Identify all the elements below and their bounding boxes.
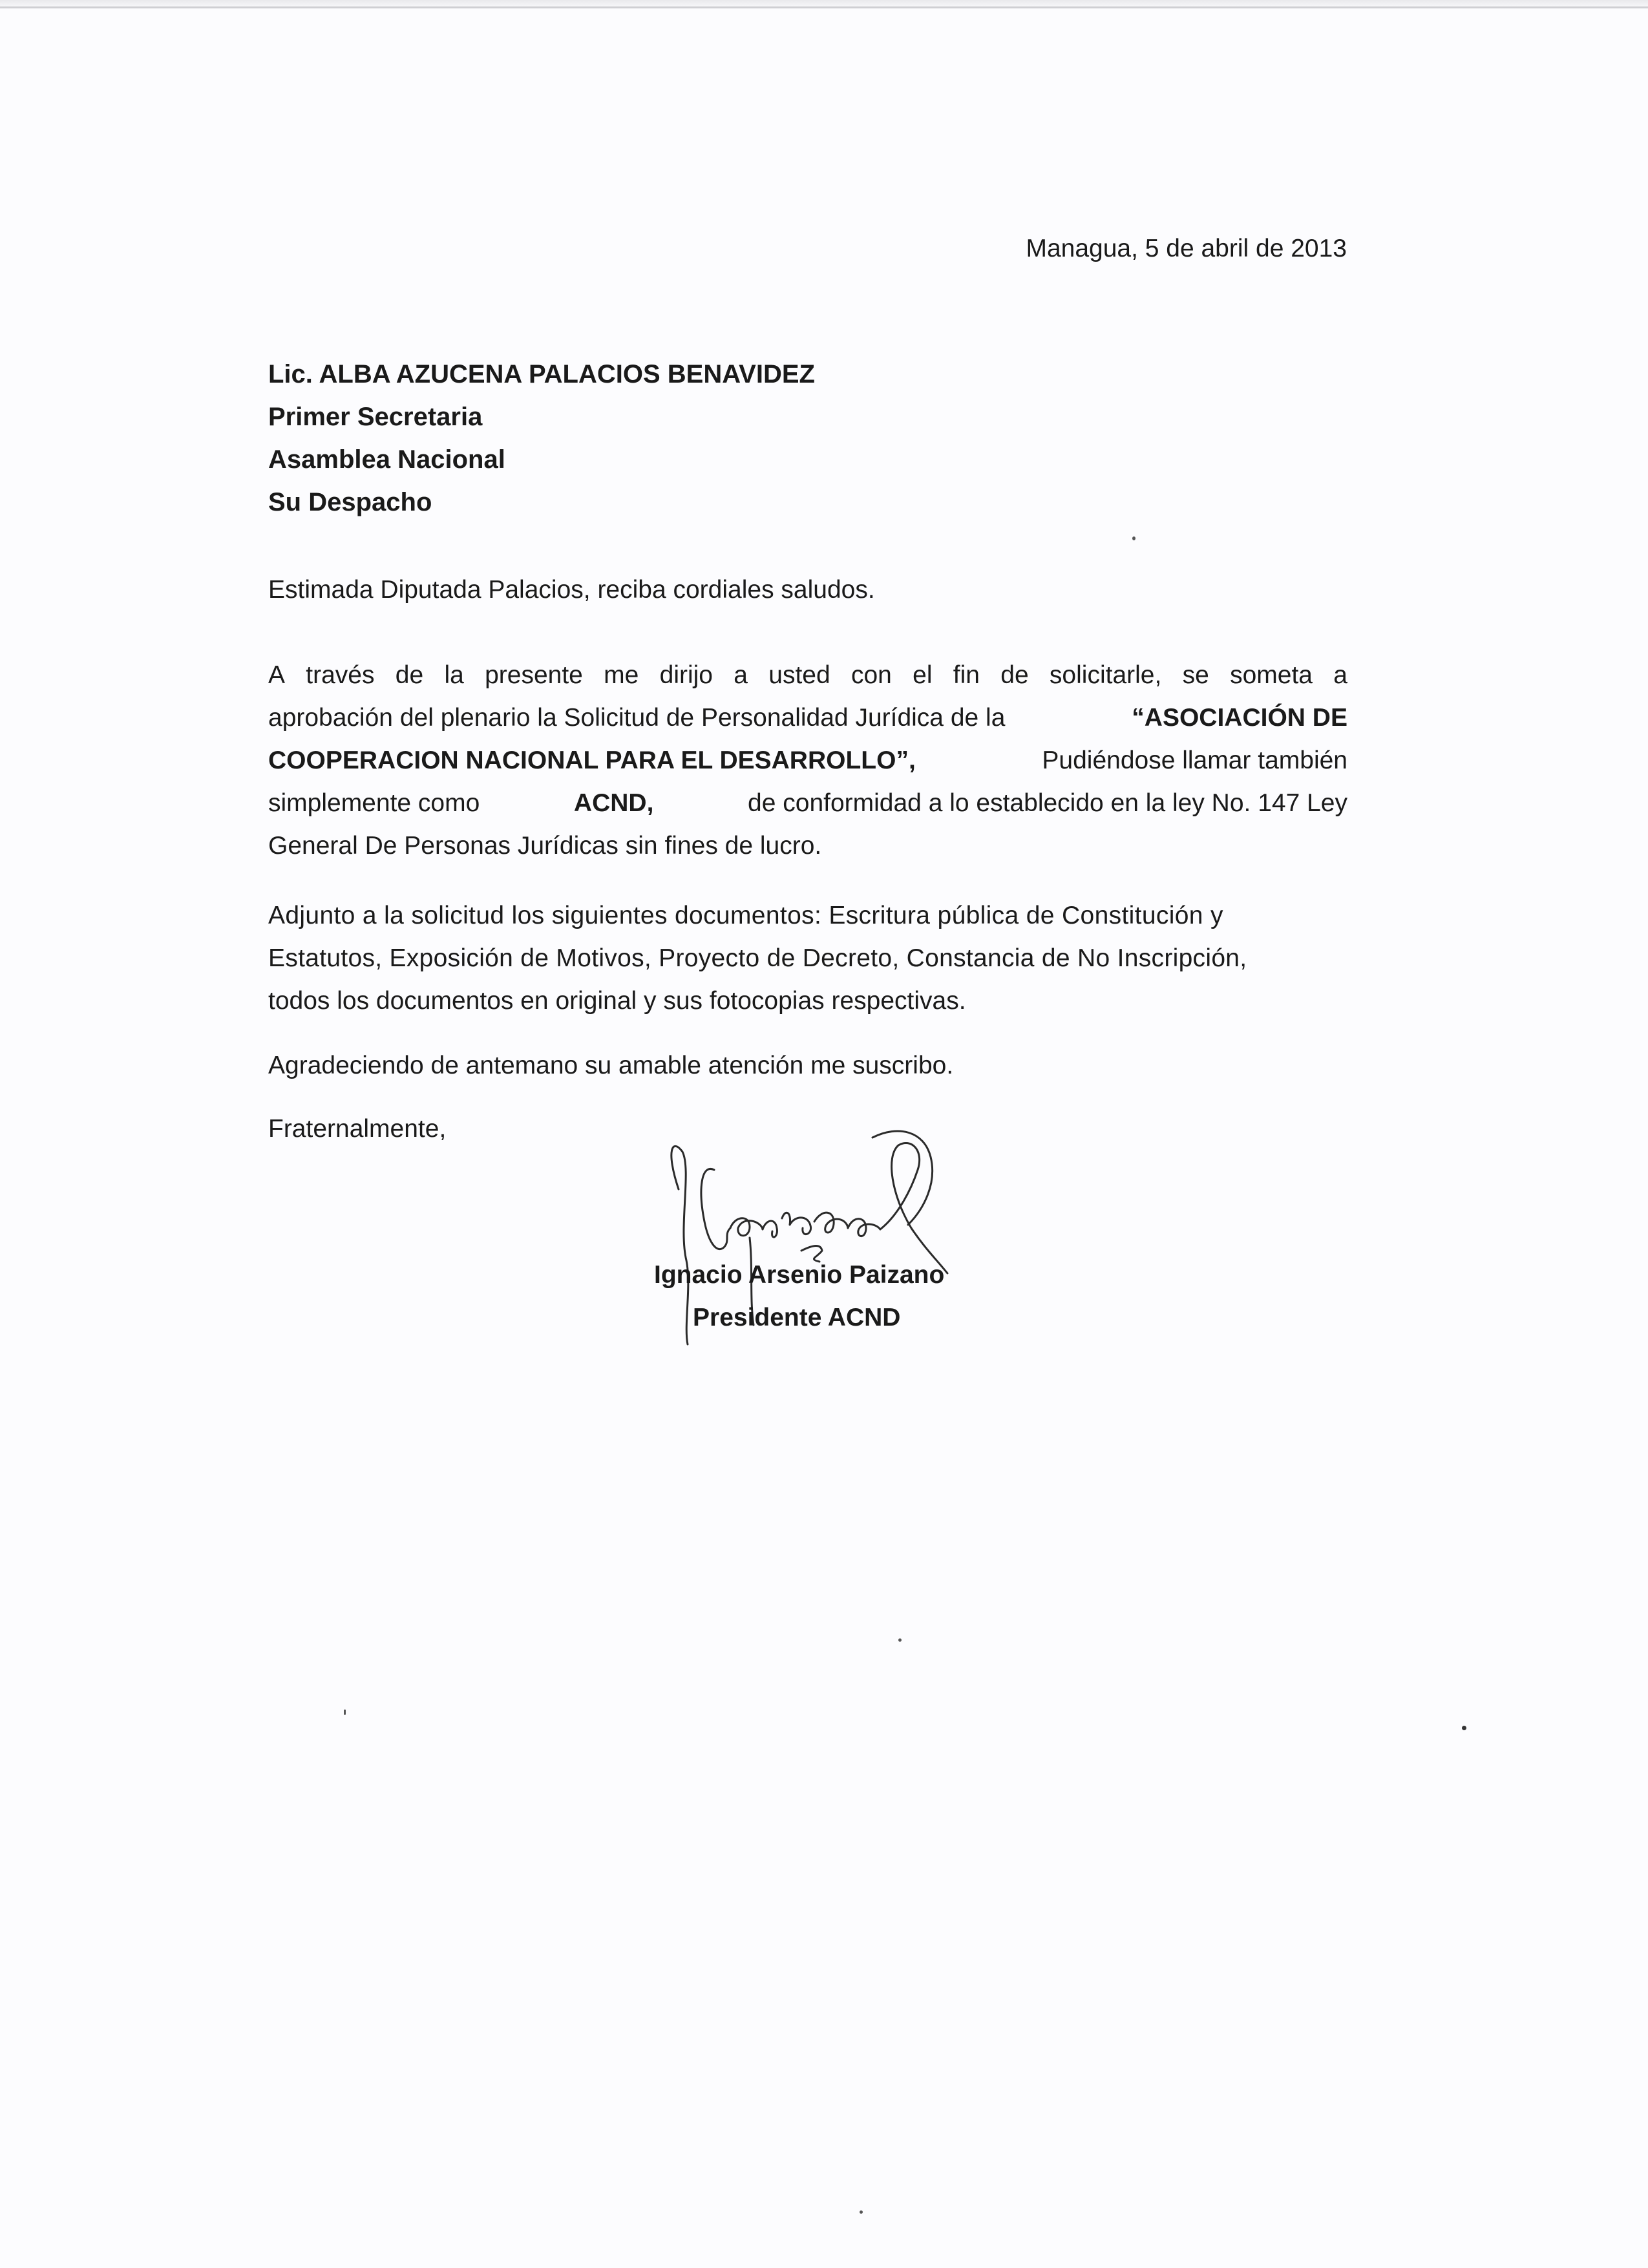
recipient-office: Su Despacho (268, 488, 432, 516)
paragraph-attachments-line-3-text: todos los documentos en original y sus fotocopias respectivas. (268, 987, 966, 1015)
paragraph-request-line-1-word: el (913, 661, 933, 689)
paragraph-request-line-1-word: a (734, 661, 748, 689)
paragraph-request-line-1-word: de (395, 661, 424, 689)
paragraph-request-line-1-word: través (306, 661, 375, 689)
recipient-block (268, 353, 815, 524)
greeting: Estimada Diputada Palacios, reciba cordiales saludos. (268, 576, 875, 604)
paragraph-request-line-1-word: fin (953, 661, 980, 689)
paragraph-attachments-line-2-text: Estatutos, Exposición de Motivos, Proyecto de Decreto, Constancia de No Inscripción, (268, 944, 1247, 972)
paragraph-request-line-1-word: con (850, 661, 892, 689)
paragraph-request-line-1-word: la (444, 661, 464, 689)
scan-line (0, 6, 1648, 8)
paragraph-attachments-line-1 (268, 895, 1347, 937)
paragraph-request-line-4-text-a: simplemente como (268, 789, 480, 817)
signer-title: Presidente ACND (693, 1304, 901, 1331)
paragraph-request-line-1-word: A (268, 661, 286, 689)
signer-name: Ignacio Arsenio Paizano (654, 1261, 945, 1289)
paragraph-request-line-2 (268, 697, 1347, 739)
paragraph-request-line-2-text: aprobación del plenario la Solicitud de Personalidad Jurídica de la (268, 704, 1006, 732)
association-name-end: COOPERACION NACIONAL PARA EL DESARROLLO”, (268, 747, 916, 774)
paragraph-request-line-5-text: General De Personas Jurídicas sin fines de lucro. (268, 832, 822, 860)
paragraph-request-line-5 (268, 825, 1347, 867)
scan-speck (1132, 536, 1136, 540)
association-name-start: “ASOCIACIÓN DE (1132, 704, 1347, 732)
paragraph-attachments-line-2 (268, 937, 1347, 980)
paragraph-request-line-1-word: presente (485, 661, 583, 689)
recipient-name: Lic. ALBA AZUCENA PALACIOS BENAVIDEZ (268, 360, 815, 388)
paragraph-request-line-4-text-b: de conformidad a lo establecido en la ley No. 147 Ley (748, 789, 1347, 817)
paragraph-attachments-line-1-text: Adjunto a la solicitud los siguientes documentos: Escritura pública de Constitución y (268, 902, 1223, 929)
closing-salutation: Fraternalmente, (268, 1115, 447, 1143)
paragraph-attachments (268, 895, 1347, 1023)
paragraph-request-line-1-word: usted (768, 661, 830, 689)
paragraph-request-line-1-word: me (604, 661, 639, 689)
paragraph-request-line-1-word: someta (1230, 661, 1313, 689)
paragraph-attachments-line-3 (268, 980, 1347, 1023)
paragraph-request-line-1-word: solicitarle, (1049, 661, 1162, 689)
paragraph-request (268, 654, 1347, 867)
letter-date: Managua, 5 de abril de 2013 (1026, 235, 1347, 262)
scan-speck (898, 1638, 902, 1642)
paragraph-request-line-1-word: se (1182, 661, 1209, 689)
paragraph-request-line-1-word: de (1000, 661, 1029, 689)
recipient-institution: Asamblea Nacional (268, 445, 505, 474)
paragraph-request-line-3-text: Pudiéndose llamar también (1042, 747, 1347, 774)
paragraph-request-line-1-word: dirijo (659, 661, 713, 689)
paragraph-request-line-1-word: a (1333, 661, 1347, 689)
thanks-line: Agradeciendo de antemano su amable atención me suscribo. (268, 1052, 954, 1079)
paragraph-request-line-1 (268, 654, 1347, 697)
scan-speck (1462, 1726, 1466, 1730)
paragraph-request-line-3 (268, 739, 1347, 782)
recipient-position: Primer Secretaria (268, 403, 483, 431)
scan-speck (860, 2210, 863, 2214)
acronym-acnd: ACND, (573, 789, 654, 817)
signer-block (654, 1254, 944, 1339)
scan-speck (344, 1710, 346, 1715)
paragraph-request-line-4 (268, 782, 1347, 825)
